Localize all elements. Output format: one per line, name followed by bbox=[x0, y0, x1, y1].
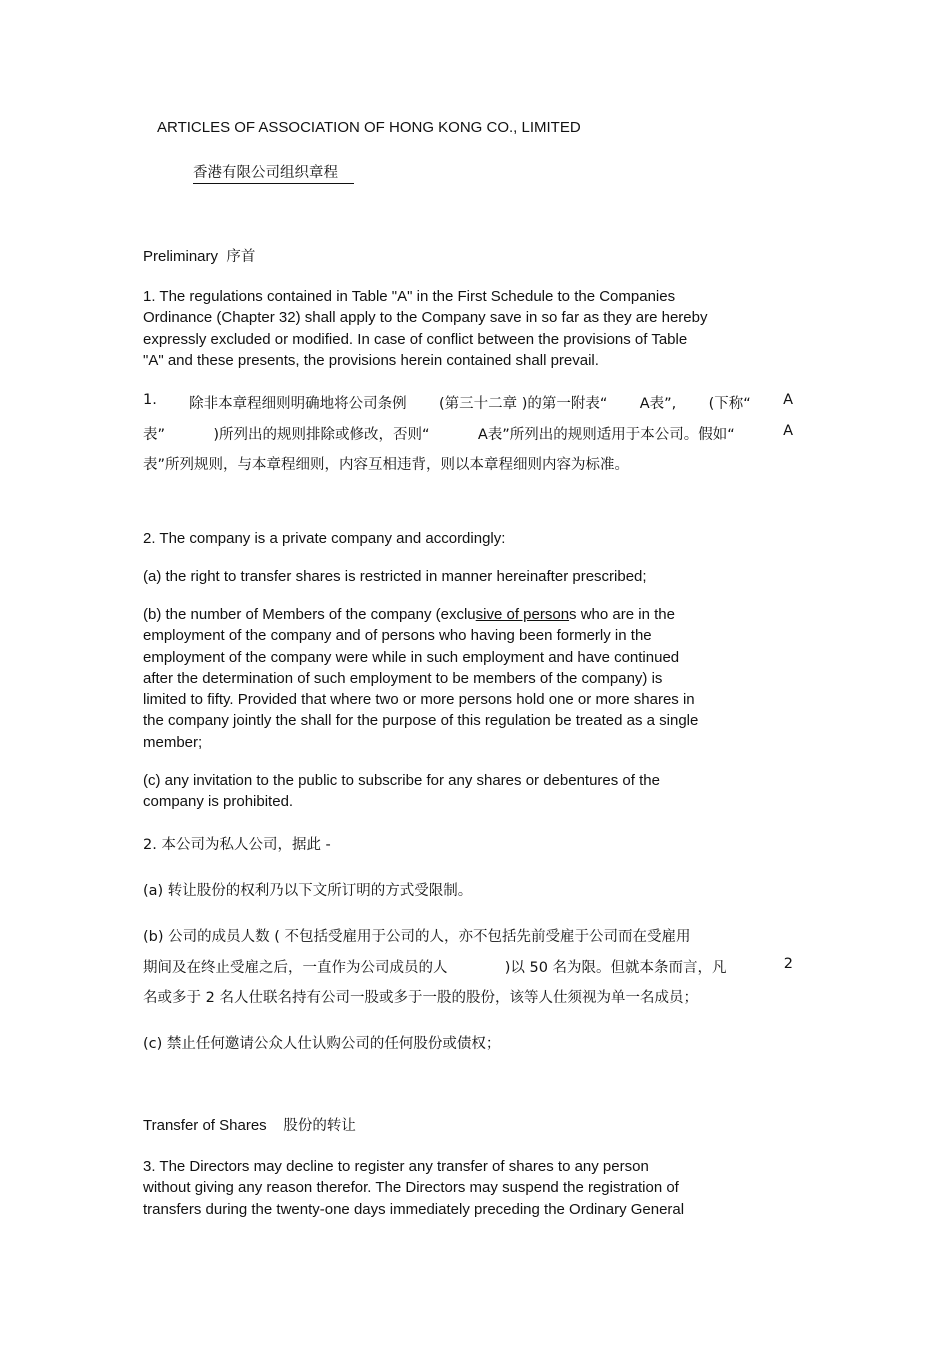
clause-2b-zh-line-1: (b) 公司的成员人数 ( 不包括受雇用于公司的人，亦不包括先前受雇于公司而在受雇用 bbox=[143, 929, 691, 945]
text-fragment: 2 bbox=[783, 956, 793, 972]
clause-2a-zh: (a) 转让股份的权利乃以下文所订明的方式受限制。 bbox=[143, 883, 473, 899]
text-line: expressly excluded or modified. In case of conflict between the provisions of Table bbox=[143, 330, 688, 348]
text-fragment: A表”所列出的规则适用于本公司。假如“ bbox=[477, 427, 735, 443]
text-line: "A" and these presents, the provisions herein contained shall prevail. bbox=[143, 351, 599, 369]
text-fragment: A表”, bbox=[639, 396, 677, 412]
text-line: 3. The Directors may decline to register any transfer of shares to any person bbox=[143, 1158, 649, 1175]
text-line: employment of the company and of persons who having been formerly in the bbox=[143, 627, 652, 645]
clause-1-en bbox=[143, 286, 783, 371]
document-title: ARTICLES OF ASSOCIATION OF HONG KONG CO., LIMITED bbox=[157, 119, 581, 136]
clause-2b-zh-line-3: 名或多于 2 名人仕联名持有公司一股或多于一股的股份，该等人仕须视为单一名成员； bbox=[143, 990, 698, 1006]
text-line: after the determination of such employment to be members of the company) is bbox=[143, 669, 663, 687]
heading-zh: 序首 bbox=[226, 249, 256, 265]
clause-2-intro-zh: 2. 本公司为私人公司，据此 - bbox=[143, 837, 331, 853]
clause-2b-zh-line-2 bbox=[143, 956, 793, 977]
text-fragment: 除非本章程细则明确地将公司条例 bbox=[189, 396, 407, 412]
text-fragment: (第三十二章 )的第一附表“ bbox=[438, 396, 608, 412]
document-title-zh: 香港有限公司组织章程 bbox=[193, 161, 354, 184]
text-line: without giving any reason therefor. The Directors may suspend the registration of bbox=[143, 1179, 679, 1197]
clause-1-zh-line-2 bbox=[143, 423, 793, 444]
heading-en: Preliminary bbox=[143, 248, 219, 265]
clause-2c-zh: (c) 禁止任何邀请公众人仕认购公司的任何股份或债权； bbox=[143, 1036, 501, 1052]
text-fragment: 期间及在终止受雇之后，一直作为公司成员的人 bbox=[143, 960, 448, 976]
text-fragment: A bbox=[783, 392, 793, 408]
heading-zh: 股份的转让 bbox=[283, 1118, 356, 1134]
clause-2b-en bbox=[143, 604, 783, 753]
text-line: limited to fifty. Provided that where two or more persons hold one or more shares in bbox=[143, 691, 695, 709]
section-heading-preliminary bbox=[143, 245, 255, 266]
text-line: the company jointly the shall for the purpose of this regulation be treated as a single bbox=[143, 712, 699, 730]
text-fragment: s who are in the bbox=[569, 606, 675, 623]
clause-2a-en: (a) the right to transfer shares is restricted in manner hereinafter prescribed; bbox=[143, 568, 647, 585]
text-fragment: 表” bbox=[143, 427, 166, 443]
text-fragment: 1. bbox=[143, 392, 157, 408]
text-fragment: )所列出的规则排除或修改，否则“ bbox=[213, 427, 430, 443]
text-line: (c) any invitation to the public to subscribe for any shares or debentures of the bbox=[143, 772, 660, 789]
text-fragment: )以 50 名为限。但就本条而言，凡 bbox=[504, 960, 727, 976]
section-heading-transfer bbox=[143, 1114, 356, 1135]
text-line: employment of the company were while in such employment and have continued bbox=[143, 648, 680, 666]
text-fragment: A bbox=[783, 423, 793, 439]
text-line: transfers during the twenty-one days immediately preceding the Ordinary General bbox=[143, 1200, 685, 1218]
clause-2c-en bbox=[143, 770, 783, 813]
text-line bbox=[143, 604, 783, 625]
clause-1-zh-line-1 bbox=[143, 392, 793, 413]
underlined-text: sive of person bbox=[475, 606, 570, 623]
text-line: company is prohibited. bbox=[143, 793, 294, 811]
text-fragment: (下称“ bbox=[708, 396, 751, 412]
text-fragment: (b) the number of Members of the company (exclu bbox=[143, 606, 476, 623]
heading-en: Transfer of Shares bbox=[143, 1117, 267, 1134]
clause-1-zh-line-3: 表”所列规则，与本章程细则，内容互相违背，则以本章程细则内容为标准。 bbox=[143, 457, 630, 473]
clause-2-intro-en: 2. The company is a private company and accordingly: bbox=[143, 530, 506, 547]
text-line: Ordinance (Chapter 32) shall apply to the Company save in so far as they are hereby bbox=[143, 309, 708, 327]
clause-3-en bbox=[143, 1156, 783, 1220]
text-line: member; bbox=[143, 733, 203, 751]
text-line: 1. The regulations contained in Table "A" in the First Schedule to the Companies bbox=[143, 288, 676, 305]
